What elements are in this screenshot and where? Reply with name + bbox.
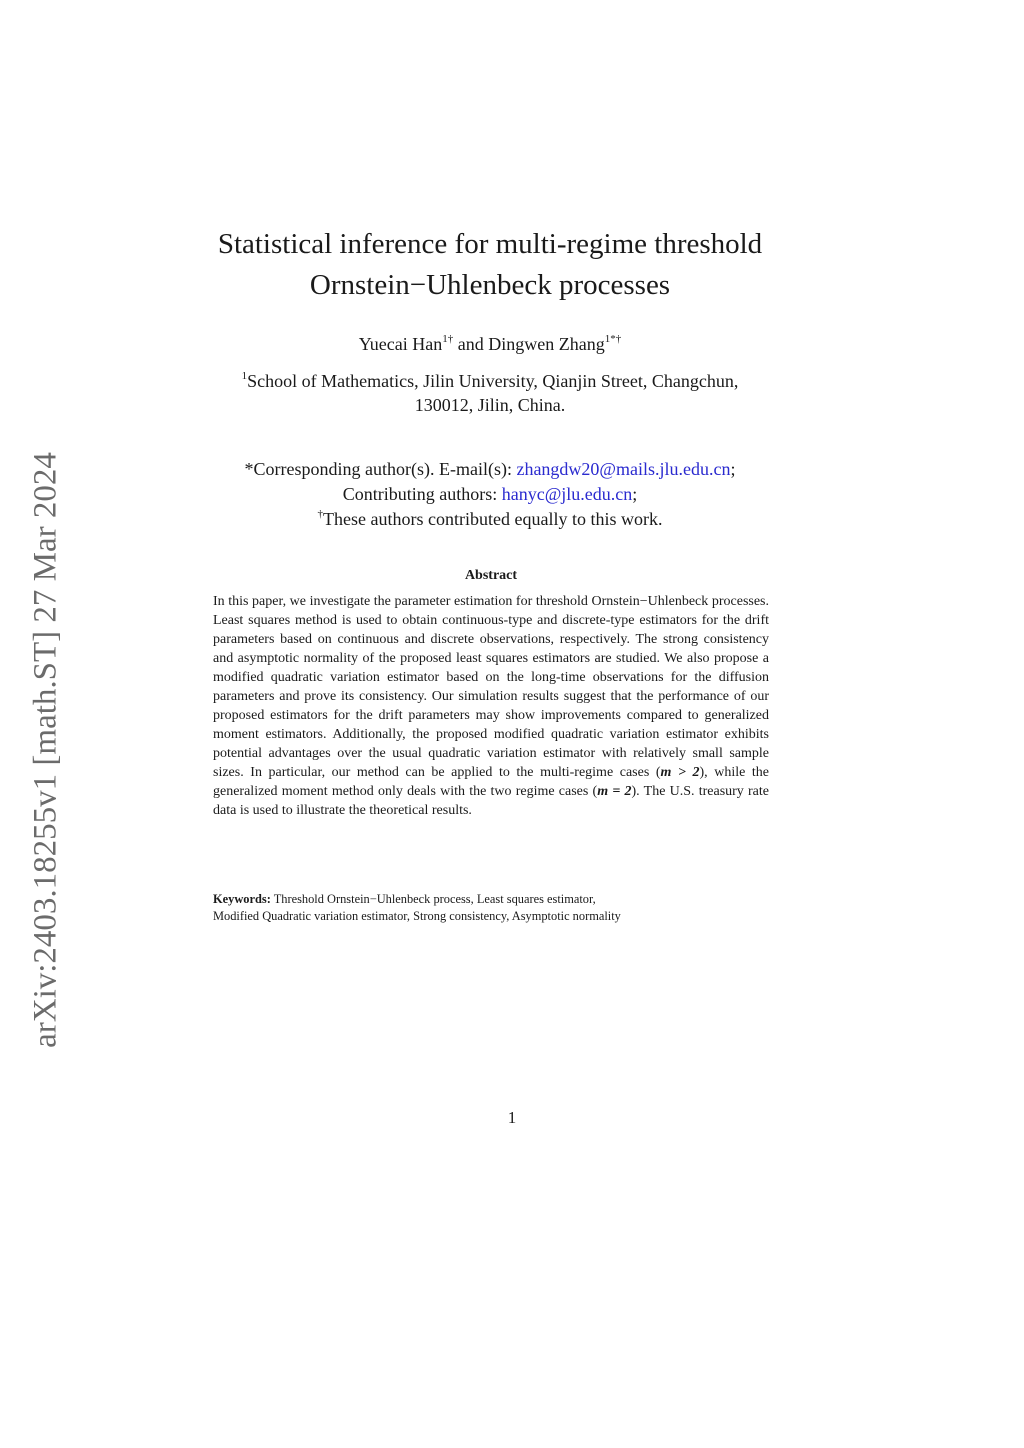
contributing-email-link[interactable]: hanyc@jlu.edu.cn [501, 484, 633, 504]
author-1-name: Yuecai Han [358, 334, 443, 354]
abstract-math-2: m = 2 [597, 784, 632, 799]
dagger-mark: † [317, 508, 324, 520]
title-line-1: Statistical inference for multi-regime threshold [217, 228, 763, 260]
paper-title [150, 224, 830, 306]
abstract-part-1: In this paper, we investigate the parameter estimation for threshold Ornstein−Uhlenbeck processes. Least squares method is used to obtain continuous-type and discrete-type estimators for the drift parameters based on continuous and discrete observations, respectively. The strong consistency and asymptotic normality of the proposed least squares estimators are studied. We also propose a modified quadratic variation estimator based on the long-time observations for the diffusion parameters and prove its consistency. Our simulation results suggest that the performance of our proposed estimators for the drift parameters may show improvements compared to generalized moment estimators. Additionally, the proposed modified quadratic variation estimator exhibits potential advantages over the usual quadratic variation estimator with relatively small sample sizes. In particular, our method can be applied to the multi-regime cases ( [213, 594, 769, 780]
affiliation-line-1: School of Mathematics, Jilin University, Qianjin Street, Changchun, [247, 371, 739, 391]
abstract-part-3: ). The U.S. treasury rate data is used to illustrate the theoretical results. [213, 784, 769, 818]
contributing-label: Contributing authors: [342, 484, 502, 504]
abstract-math-1: m > 2 [660, 765, 700, 780]
author-1-affiliation-mark: 1† [442, 333, 454, 345]
keywords-block [213, 891, 813, 925]
abstract-text [213, 592, 769, 820]
author-list [150, 334, 830, 355]
title-line-2: Ornstein−Uhlenbeck processes [309, 269, 671, 301]
page-number: 1 [507, 1108, 517, 1127]
affiliation-mark: 1 [241, 370, 248, 382]
keywords-line-2: Modified Quadratic variation estimator, Strong consistency, Asymptotic normality [213, 909, 621, 923]
corresponding-email-link[interactable]: zhangdw20@mails.jlu.edu.cn [516, 459, 731, 479]
keywords-label: Keywords: [213, 892, 271, 906]
keywords-line-1: Threshold Ornstein−Uhlenbeck process, Least squares estimator, [270, 892, 596, 906]
corresponding-semicolon: ; [730, 459, 736, 479]
contributing-semicolon: ; [632, 484, 638, 504]
abstract-heading: Abstract [464, 568, 518, 583]
affiliation-line-2: 130012, Jilin, China. [414, 395, 566, 415]
contact-block [150, 457, 830, 532]
arxiv-identifier: arXiv:2403.18255v1 [math.ST] 27 Mar 2024 [27, 452, 64, 1048]
author-2-name: Dingwen Zhang [488, 334, 605, 354]
affiliation [150, 369, 830, 417]
arxiv-sidebar [16, 430, 76, 1070]
equal-contribution-note: These authors contributed equally to this work. [323, 509, 663, 529]
author-2-affiliation-mark: 1*† [604, 333, 622, 345]
abstract-part-2: ), while the generalized moment method only deals with the two regime cases ( [213, 765, 769, 799]
corresponding-label: *Corresponding author(s). E-mail(s): [244, 459, 517, 479]
author-connector: and [453, 334, 489, 354]
